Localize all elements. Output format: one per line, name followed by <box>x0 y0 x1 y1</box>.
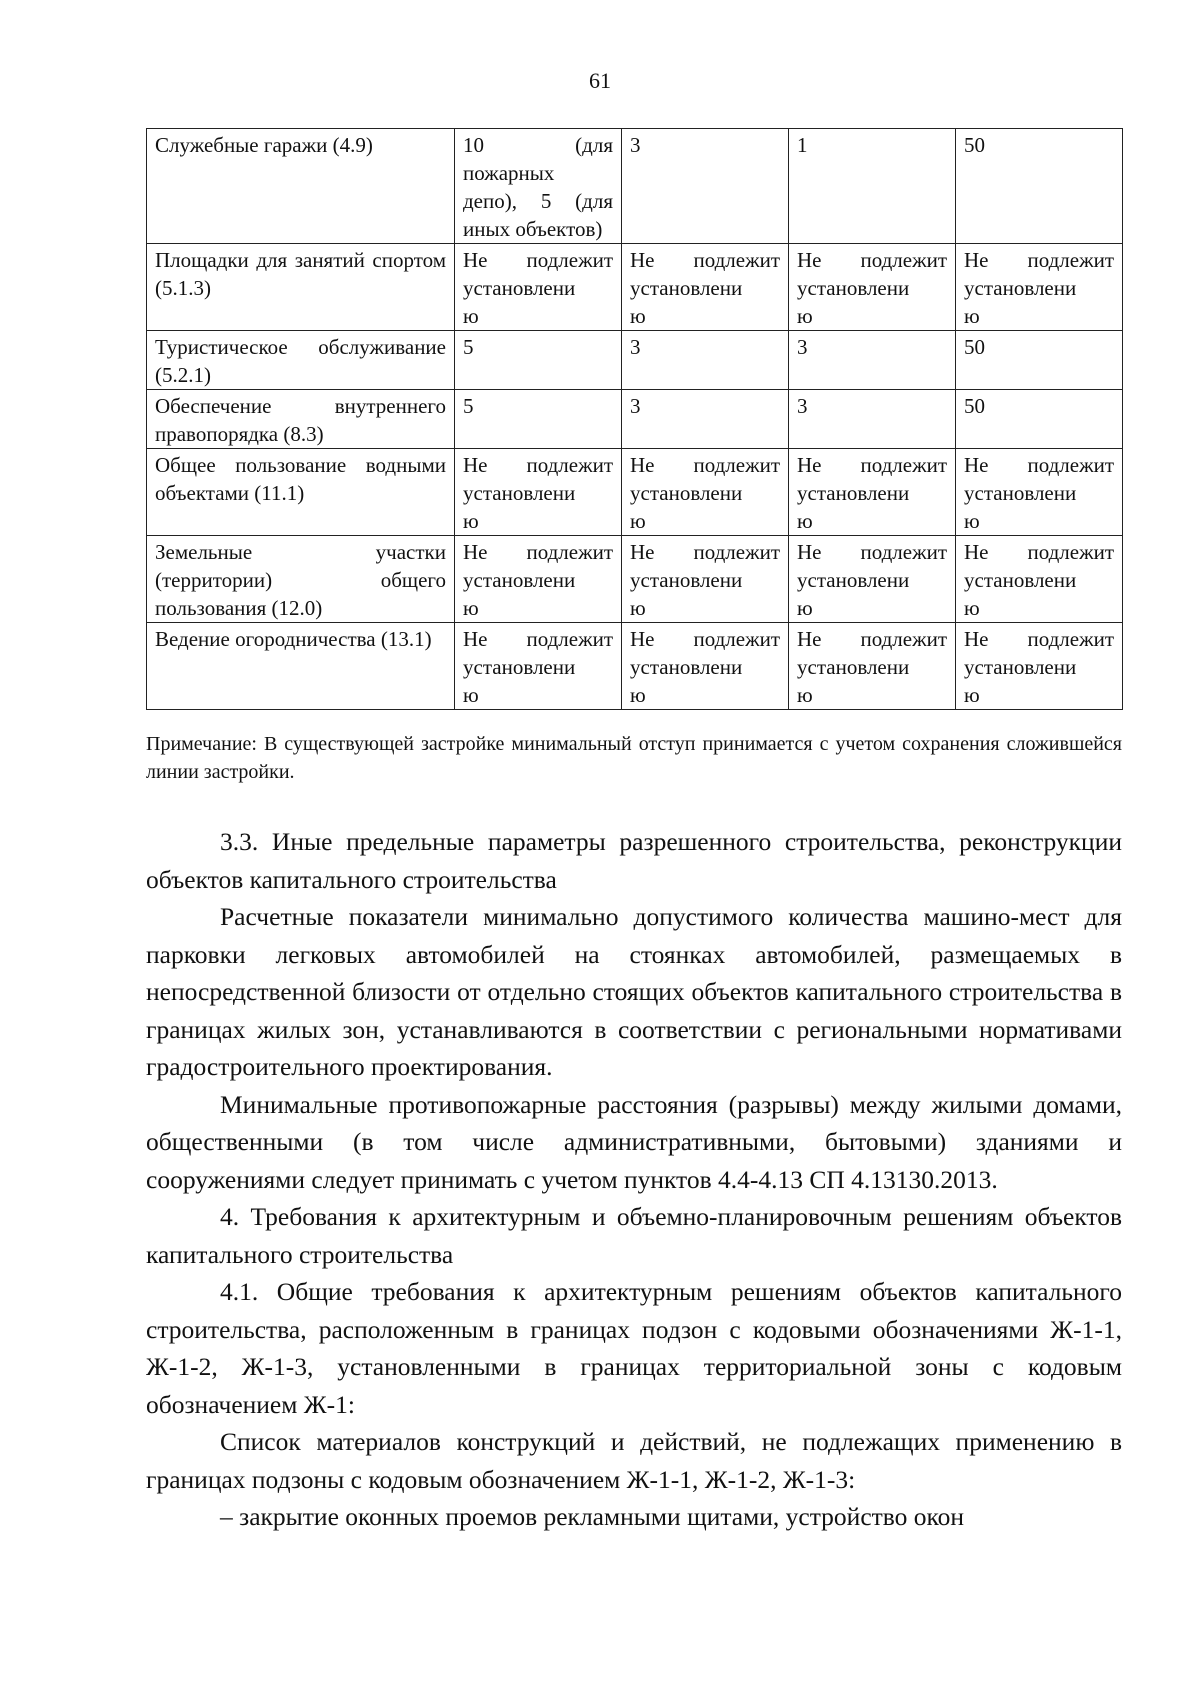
table-cell-value <box>956 623 1123 710</box>
paragraph-4-1: 4.1. Общие требования к архитектурным решениям объектов капитального строительства, расположенным в границах подзон с кодовыми обозначениями Ж-1-1, Ж-1-2, Ж-1-3, установленными в границах территориальной зоны с кодовым обозначением Ж-1: <box>146 1277 1122 1419</box>
table-cell-value <box>455 623 622 710</box>
table-cell-value <box>455 331 622 390</box>
table-cell-value <box>622 449 789 536</box>
table-cell-value <box>956 536 1123 623</box>
table-cell-land-use <box>147 244 455 331</box>
table-cell-land-use <box>147 390 455 449</box>
cell-text: Ведение огородничества (13.1) <box>155 627 432 651</box>
table-cell-value <box>956 129 1123 244</box>
table-cell-land-use <box>147 331 455 390</box>
table-cell-value <box>789 390 956 449</box>
cell-text: Не подлежит установлени ю <box>630 540 780 620</box>
cell-text: Не подлежит установлени ю <box>463 453 613 533</box>
cell-text: Не подлежит установлени ю <box>964 540 1114 620</box>
table-cell-value <box>789 536 956 623</box>
cell-text: 3 <box>630 133 641 157</box>
cell-text: Служебные гаражи (4.9) <box>155 133 373 157</box>
table-cell-value <box>622 129 789 244</box>
table-cell-value <box>622 244 789 331</box>
cell-text: 3 <box>797 335 808 359</box>
cell-text: Не подлежит установлени ю <box>797 453 947 533</box>
cell-text: Не подлежит установлени ю <box>797 540 947 620</box>
cell-text: Не подлежит установлени ю <box>630 453 780 533</box>
table-cell-value <box>455 390 622 449</box>
table-row <box>147 449 1123 536</box>
table-cell-value <box>622 331 789 390</box>
cell-text: 10 (для пожарных депо), 5 (для иных объектов) <box>463 133 613 241</box>
table-cell-land-use <box>147 623 455 710</box>
section-heading-4: 4. Требования к архитектурным и объемно-планировочным решениям объектов капитального строительства <box>146 1202 1122 1269</box>
table-cell-value <box>956 449 1123 536</box>
table-cell-value <box>455 244 622 331</box>
table-cell-land-use <box>147 129 455 244</box>
cell-text: Не подлежит установлени ю <box>797 627 947 707</box>
paragraph-materials-list: Список материалов конструкций и действий, не подлежащих применению в границах подзоны с кодовым обозначением Ж-1-1, Ж-1-2, Ж-1-3: <box>146 1427 1122 1494</box>
table-cell-value <box>455 449 622 536</box>
cell-text: Не подлежит установлени ю <box>630 627 780 707</box>
cell-text: Земельные участки (территории) общего пользования (12.0) <box>155 540 446 620</box>
table-cell-value <box>622 623 789 710</box>
table-cell-land-use <box>147 449 455 536</box>
paragraph-parking: Расчетные показатели минимально допустимого количества машино-мест для парковки легковых автомобилей на стоянках автомобилей, размещаемых в непосредственной близости от отдельно стоящих объектов капитального строительства в границах жилых зон, устанавливаются в соответствии с региональными нормативами градостроительного проектирования. <box>146 902 1122 1081</box>
page-number: 61 <box>589 68 611 93</box>
table-row <box>147 129 1123 244</box>
cell-text: 50 <box>964 394 985 418</box>
table-cell-value <box>789 244 956 331</box>
table-cell-value <box>789 449 956 536</box>
table-row <box>147 536 1123 623</box>
cell-text: 3 <box>630 335 641 359</box>
list-item-windows: – закрытие оконных проемов рекламными щитами, устройство окон <box>220 1502 965 1531</box>
table-cell-value <box>455 129 622 244</box>
table-cell-value <box>956 331 1123 390</box>
cell-text: Не подлежит установлени ю <box>630 248 780 328</box>
table-cell-value <box>956 244 1123 331</box>
cell-text: 1 <box>797 133 808 157</box>
table-cell-value <box>789 129 956 244</box>
cell-text: 5 <box>463 335 474 359</box>
parameters-table <box>146 128 1123 710</box>
table-row <box>147 331 1123 390</box>
table-row <box>147 244 1123 331</box>
table-cell-value <box>455 536 622 623</box>
table-cell-value <box>622 390 789 449</box>
cell-text: Обеспечение внутреннего правопорядка (8.3) <box>155 394 446 446</box>
cell-text: Туристическое обслуживание (5.2.1) <box>155 335 446 387</box>
table-cell-value <box>622 536 789 623</box>
section-heading-3-3: 3.3. Иные предельные параметры разрешенного строительства, реконструкции объектов капитального строительства <box>146 827 1122 894</box>
table-row <box>147 623 1123 710</box>
cell-text: Площадки для занятий спортом (5.1.3) <box>155 248 446 300</box>
table-row <box>147 390 1123 449</box>
cell-text: Не подлежит установлени ю <box>463 627 613 707</box>
cell-text: Не подлежит установлени ю <box>964 453 1114 533</box>
cell-text: 50 <box>964 133 985 157</box>
cell-text: Не подлежит установлени ю <box>964 248 1114 328</box>
cell-text: Не подлежит установлени ю <box>463 540 613 620</box>
cell-text: Общее пользование водными объектами (11.1) <box>155 453 446 505</box>
table-cell-value <box>789 331 956 390</box>
paragraph-fire-distances: Минимальные противопожарные расстояния (разрывы) между жилыми домами, общественными (в том числе административными, бытовыми) зданиями и сооружениями следует принимать с учетом пунктов 4.4-4.13 СП 4.13130.2013. <box>146 1089 1122 1194</box>
cell-text: Не подлежит установлени ю <box>964 627 1114 707</box>
table-note: Примечание: В существующей застройке минимальный отступ принимается с учетом сохранения сложившейся линии застройки. <box>146 733 1122 783</box>
table-cell-value <box>956 390 1123 449</box>
cell-text: Не подлежит установлени ю <box>463 248 613 328</box>
table-cell-value <box>789 623 956 710</box>
table-cell-land-use <box>147 536 455 623</box>
cell-text: 50 <box>964 335 985 359</box>
cell-text: Не подлежит установлени ю <box>797 248 947 328</box>
cell-text: 5 <box>463 394 474 418</box>
cell-text: 3 <box>630 394 641 418</box>
cell-text: 3 <box>797 394 808 418</box>
body-text <box>146 823 1122 1536</box>
